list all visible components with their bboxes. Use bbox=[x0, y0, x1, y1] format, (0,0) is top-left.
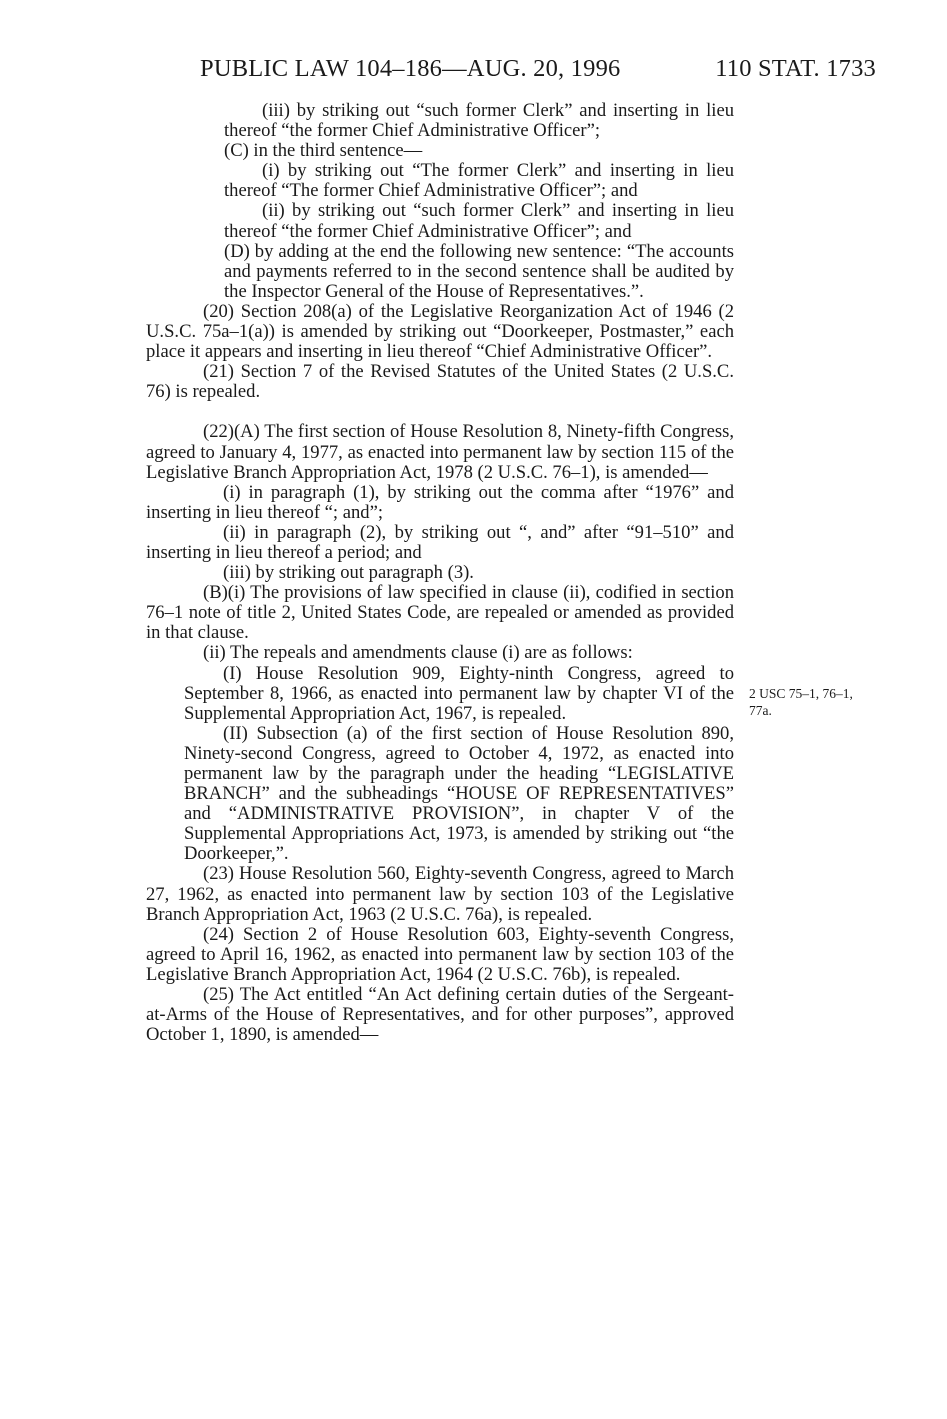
paragraph-20: (20) Section 208(a) of the Legislative Reorganization Act of 1946 (2 U.S.C. 75a–1(a)) is amended by striking out “Doorkeeper, Postmaster,” each place it appears and inserting in lieu thereof “Chief Administrative Officer”. bbox=[146, 300, 734, 363]
paragraph-23: (23) House Resolution 560, Eighty-seventh Congress, agreed to March 27, 1962, as enacted into permanent law by section 103 of the Legislative Branch Appropriation Act, 1963 (2 U.S.C. 76a), is repealed. bbox=[146, 863, 734, 925]
paragraph-clause-ii: (ii) by striking out “such former Clerk” and inserting in lieu thereof “the former Chief Administrative Officer”; and bbox=[224, 200, 734, 242]
paragraph-subparagraph-c: (C) in the third sentence— bbox=[224, 140, 423, 162]
paragraph-22a: (22)(A) The first section of House Resolution 8, Ninety-fifth Congress, agreed to January 4, 1977, as enacted into permanent law by section 115 of the Legislative Branch Appropriation Act, 1978 (2 U.S.C. 76–1), is amended— bbox=[146, 421, 734, 483]
statute-page-number: 110 STAT. 1733 bbox=[715, 55, 876, 82]
paragraph-22a-clause-iii: (iii) by striking out paragraph (3). bbox=[223, 562, 474, 584]
page-header bbox=[200, 52, 876, 86]
paragraph-22b-ii: (ii) The repeals and amendments clause (i) are as follows: bbox=[203, 642, 633, 664]
paragraph-clause-i: (i) by striking out “The former Clerk” and inserting in lieu thereof “The former Chief Administrative Officer”; and bbox=[224, 160, 734, 202]
paragraph-22a-clause-ii: (ii) in paragraph (2), by striking out “, and” after “91–510” and inserting in lieu thereof a period; and bbox=[146, 521, 734, 563]
paragraph-21: (21) Section 7 of the Revised Statutes of the United States (2 U.S.C. 76) is repealed. bbox=[146, 361, 734, 403]
paragraph-24: (24) Section 2 of House Resolution 603, Eighty-seventh Congress, agreed to April 16, 1962, as enacted into permanent law by section 103 of the Legislative Branch Appropriation Act, 1964 (2 U.S.C. 76b), is repealed. bbox=[146, 923, 734, 985]
paragraph-subparagraph-d: (D) by adding at the end the following new sentence: “The accounts and payments referred to in the second sentence shall be audited by the Inspector General of the House of Representatives.”. bbox=[224, 240, 734, 302]
paragraph-25: (25) The Act entitled “An Act defining certain duties of the Sergeant-at-Arms of the House of Representatives, and for other purposes”, approved October 1, 1890, is amended— bbox=[146, 984, 734, 1046]
paragraph-subclause-I: (I) House Resolution 909, Eighty-ninth Congress, agreed to September 8, 1966, as enacted into permanent law by chapter VI of the Supplemental Appropriation Act, 1967, is repealed. bbox=[184, 662, 734, 724]
paragraph-subclause-II: (II) Subsection (a) of the first section of House Resolution 890, Ninety-second Congress, agreed to October 4, 1972, as enacted into permanent law by the paragraph under the heading “LEGISLATIVE BRANCH” and the subheadings “HOUSE OF REPRESENTATIVES” and “ADMINISTRATIVE PROVISION”, in chapter V of the Supplemental Appropriations Act, 1973, is amended by striking out “the Doorkeeper,”. bbox=[184, 722, 734, 865]
statute-body bbox=[146, 101, 734, 1045]
paragraph-clause-iii: (iii) by striking out “such former Clerk” and inserting in lieu thereof “the former Chief Administrative Officer”; bbox=[224, 100, 734, 142]
running-head-title: PUBLIC LAW 104–186—AUG. 20, 1996 bbox=[200, 55, 621, 82]
paragraph-22a-clause-i: (i) in paragraph (1), by striking out the comma after “1976” and inserting in lieu thereof “; and”; bbox=[146, 481, 734, 523]
margin-citation-note: 2 USC 75–1, 76–1, 77a. bbox=[749, 686, 853, 718]
paragraph-22b-i: (B)(i) The provisions of law specified in clause (ii), codified in section 76–1 note of title 2, United States Code, are repealed or amended as provided in that clause. bbox=[146, 582, 734, 644]
